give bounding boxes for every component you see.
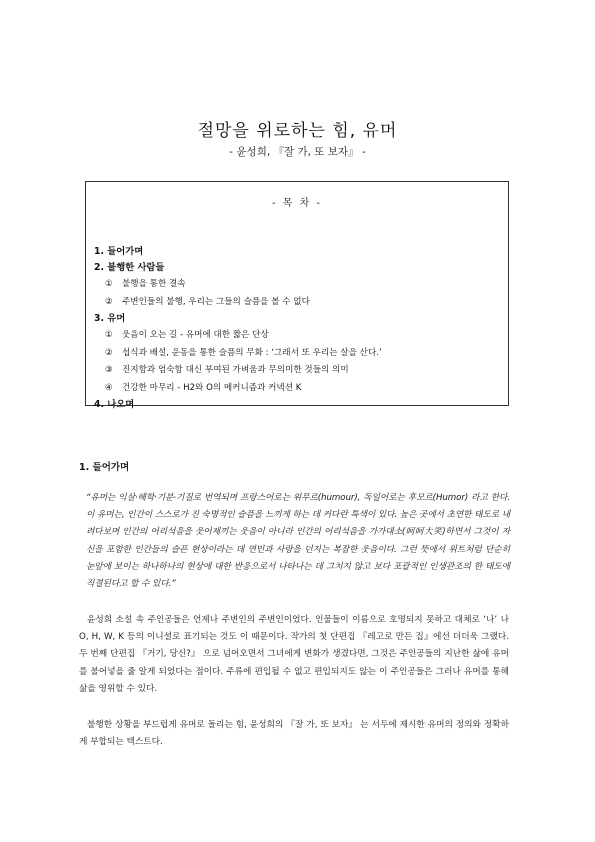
toc-item: [94, 362, 504, 380]
toc-item-number: ②: [105, 296, 113, 307]
toc-item-number: ①: [105, 279, 113, 289]
document-subtitle: - 윤성희, 『잘 가, 또 보자』 -: [229, 146, 366, 158]
section-heading: 1. 들어가며: [79, 462, 130, 473]
document-title: 절망을 위로하는 힘, 유머: [197, 121, 398, 141]
toc-item-number: ②: [105, 347, 113, 358]
toc-section: [94, 397, 504, 413]
toc-section-label: 나오며: [107, 399, 135, 410]
toc-item: [94, 380, 504, 398]
toc-item-label: 불행을 통한 결속: [122, 279, 186, 289]
toc-item-label: 섭식과 배설, 운동을 통한 슬픔의 무화 : ‘그래서 또 우리는 살을 산다.’: [122, 347, 382, 358]
body-paragraph: 윤성희 소설 속 주인공들은 언제나 주변인의 주변인이었다. 인물들이 이름으로 호명되지 못하고 대체로 ‘나’ 나 O, H, W, K 등의 이니셜로 표기되는 것도 이 때문이다. 작가의 첫 단편집 『레고로 만든 집』에선 더더욱 그랬다. 두 번째 단편집 『거기, 당신?』 으로 넘어오면서 그녀에게 변화가 생겼다면, 그것은 주인공들의 지난한 삶에 유머를 불어넣을 줄 알게 되었다는 점이다. 주류에 편입될 수 없고 편입되지도 않는 이 주인공들은 그러나 유머를 통해 삶을 영위할 수 있다.: [79, 615, 509, 694]
toc-item-number: ①: [105, 330, 113, 340]
epigraph-quote: “유머는 익살·해학·기분·기질로 번역되며 프랑스어로는 위무르(humour), 독일어로는 후모르(Humor) 라고 한다. 이 유머는, 인간이 스스로가 진 숙명적인 슬픔을 느끼게 하는 데 커다란 특색이 있다. 높은 곳에서 초연한 태도로 내려다보며 인간의 어리석음을 웃어제끼는 웃음이 아니라 인간의 어리석음을 가가대소(呵呵大笑)하면서 그것이 자신을 포함한 인간들의 슬픈 현상이라는 데 연민과 사랑을 던지는 복잡한 웃음이다. 그런 뜻에서 위트처럼 단순히 눈앞에 보이는 하나하나의 현상에 대한 반응으로서 나타나는 데 그치지 않고 보다 포괄적인 인생관조의 한 태도에 직결된다고 할 수 있다.”: [86, 493, 510, 590]
toc-heading: - 목 차 -: [271, 198, 323, 209]
toc-item-label: 웃음이 오는 길 - 유머에 대한 짧은 단상: [122, 330, 269, 340]
toc-section-number: 4.: [94, 399, 105, 410]
body-paragraph: 불행한 상황을 부드럽게 유머로 돌리는 힘, 윤성희의 『잘 가, 또 보자』 는 서두에 제시한 유머의 정의와 정확하게 부합되는 텍스트다.: [79, 720, 509, 748]
toc-section-number: 2.: [94, 262, 105, 273]
toc-section-number: 3.: [94, 313, 105, 324]
toc-item: [94, 294, 504, 312]
toc-item: [94, 276, 504, 294]
toc-item-number: ③: [105, 365, 113, 375]
toc-section-number: 1.: [94, 246, 105, 257]
toc-section: [94, 260, 504, 276]
table-of-contents: [85, 181, 509, 410]
toc-item: [94, 345, 504, 363]
toc-section-label: 불행한 사람들: [107, 262, 165, 273]
toc-section: [94, 311, 504, 327]
toc-section-label: 유머: [107, 313, 126, 324]
toc-item-label: 주변인들의 불행, 우리는 그들의 슬픔을 볼 수 없다: [122, 296, 310, 307]
toc-item: [94, 327, 504, 345]
toc-item-number: ④: [105, 382, 113, 393]
toc-section-label: 들어가며: [107, 246, 144, 257]
toc-section: [94, 244, 504, 260]
toc-item-label: 진지함과 엄숙함 대신 부여된 가벼움과 무의미한 것들의 의미: [122, 365, 349, 375]
toc-list: [94, 244, 504, 413]
toc-item-label: 건강한 마무리 - H2와 O의 메커니즘과 커넥션 K: [122, 382, 302, 393]
